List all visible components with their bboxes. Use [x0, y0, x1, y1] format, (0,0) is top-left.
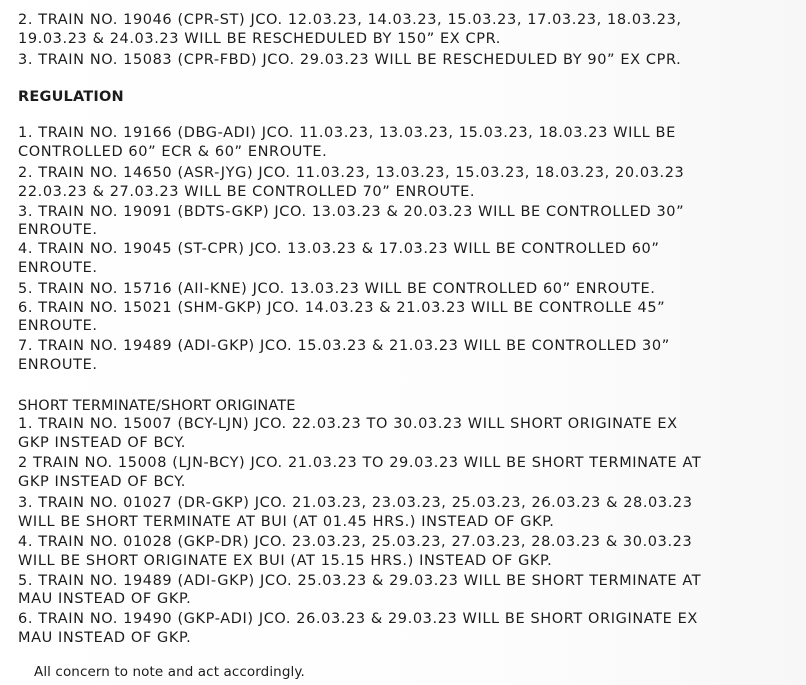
- item-line: 2. TRAIN NO. 19046 (CPR-ST) JCO. 12.03.23, 14.03.23, 15.03.23, 17.03.23, 18.03.23,: [18, 12, 682, 28]
- short-terminate-item-line: 3. TRAIN NO. 01027 (DR-GKP) JCO. 21.03.23, 23.03.23, 25.03.23, 26.03.23 & 28.03.23: [18, 495, 693, 511]
- item-line: 19.03.23 & 24.03.23 WILL BE RESCHEDULED BY 150” EX CPR.: [18, 31, 501, 47]
- short-terminate-item-line: MAU INSTEAD OF GKP.: [18, 630, 192, 646]
- short-terminate-item-line: WILL BE SHORT TERMINATE AT BUI (AT 01.45 HRS.) INSTEAD OF GKP.: [18, 514, 555, 530]
- regulation-item-line: CONTROLLED 60” ECR & 60” ENROUTE.: [18, 144, 328, 160]
- short-terminate-item-line: 1. TRAIN NO. 15007 (BCY-LJN) JCO. 22.03.23 TO 30.03.23 WILL SHORT ORIGINATE EX: [18, 416, 678, 432]
- regulation-item-line: ENROUTE.: [18, 318, 98, 334]
- short-terminate-item-line: 4. TRAIN NO. 01028 (GKP-DR) JCO. 23.03.23, 25.03.23, 27.03.23, 28.03.23 & 30.03.23: [18, 534, 693, 550]
- regulation-item-line: 3. TRAIN NO. 19091 (BDTS-GKP) JCO. 13.03.23 & 20.03.23 WILL BE CONTROLLED 30”: [18, 204, 685, 220]
- short-terminate-item-line: MAU INSTEAD OF GKP.: [18, 591, 192, 607]
- item-line: 3. TRAIN NO. 15083 (CPR-FBD) JCO. 29.03.23 WILL BE RESCHEDULED BY 90” EX CPR.: [18, 52, 682, 68]
- regulation-item-line: ENROUTE.: [18, 260, 98, 276]
- regulation-item-line: 4. TRAIN NO. 19045 (ST-CPR) JCO. 13.03.23 & 17.03.23 WILL BE CONTROLLED 60”: [18, 241, 660, 257]
- short-terminate-item-line: WILL BE SHORT ORIGINATE EX BUI (AT 15.15 HRS.) INSTEAD OF GKP.: [18, 553, 553, 569]
- short-terminate-item-line: GKP INSTEAD OF BCY.: [18, 474, 186, 490]
- short-terminate-heading: SHORT TERMINATE/SHORT ORIGINATE: [18, 398, 296, 414]
- short-terminate-item-line: 2 TRAIN NO. 15008 (LJN-BCY) JCO. 21.03.23 TO 29.03.23 WILL BE SHORT TERMINATE AT: [18, 455, 702, 471]
- regulation-item-line: 2. TRAIN NO. 14650 (ASR-JYG) JCO. 11.03.23, 13.03.23, 15.03.23, 18.03.23, 20.03.23: [18, 165, 685, 181]
- closing-note: All concern to note and act accordingly.: [34, 664, 305, 680]
- short-terminate-item-line: 6. TRAIN NO. 19490 (GKP-ADI) JCO. 26.03.23 & 29.03.23 WILL BE SHORT ORIGINATE EX: [18, 611, 698, 627]
- regulation-item-line: 6. TRAIN NO. 15021 (SHM-GKP) JCO. 14.03.23 & 21.03.23 WILL BE CONTROLLE 45”: [18, 300, 666, 316]
- regulation-item-line: 5. TRAIN NO. 15716 (AII-KNE) JCO. 13.03.23 WILL BE CONTROLLED 60” ENROUTE.: [18, 281, 656, 297]
- regulation-item-line: 22.03.23 & 27.03.23 WILL BE CONTROLLED 70” ENROUTE.: [18, 184, 476, 200]
- regulation-item-line: 7. TRAIN NO. 19489 (ADI-GKP) JCO. 15.03.23 & 21.03.23 WILL BE CONTROLLED 30”: [18, 338, 670, 354]
- regulation-item-line: 1. TRAIN NO. 19166 (DBG-ADI) JCO. 11.03.23, 13.03.23, 15.03.23, 18.03.23 WILL BE: [18, 125, 676, 141]
- regulation-item-line: ENROUTE.: [18, 222, 98, 238]
- short-terminate-item-line: GKP INSTEAD OF BCY.: [18, 435, 186, 451]
- short-terminate-item-line: 5. TRAIN NO. 19489 (ADI-GKP) JCO. 25.03.23 & 29.03.23 WILL BE SHORT TERMINATE AT: [18, 573, 702, 589]
- regulation-item-line: ENROUTE.: [18, 357, 98, 373]
- regulation-heading: REGULATION: [18, 89, 124, 105]
